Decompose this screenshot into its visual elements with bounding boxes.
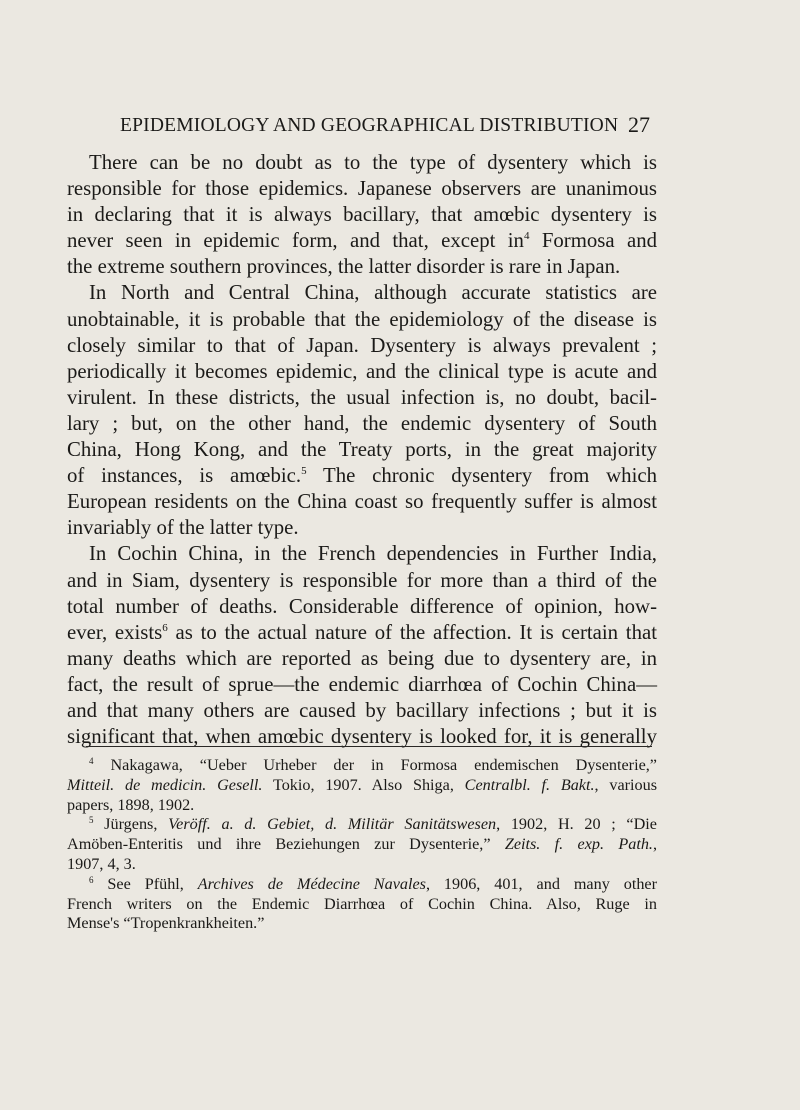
page-number: 27: [628, 112, 650, 137]
text-line: invariably of the latter type.: [67, 516, 299, 540]
body-text: [67, 150, 657, 750]
text-line: and in Siam, dysentery is responsible for more than a third of the: [67, 568, 657, 592]
footnote-4: [67, 756, 657, 776]
text-line: [67, 620, 657, 646]
citation-title: Zeits. f. exp. Path.: [504, 835, 653, 854]
text-line: significant that, when amœbic dysentery is looked for, it is generally: [67, 725, 657, 749]
text-line: lary ; but, on the other hand, the endemic dysentery of South: [67, 411, 657, 435]
text-line: and that many others are caused by bacillary infections ; but it is: [67, 698, 657, 722]
text-line: responsible for those epidemics. Japanese observers are unanimous: [67, 177, 657, 201]
text-span: of instances, is amœbic.: [67, 464, 302, 488]
text-line: In Cochin China, in the French dependencies in Further India,: [89, 542, 657, 566]
citation-title: Mitteil. de medicin. Gesell.: [67, 775, 263, 794]
footnote-text: See Pfühl,: [93, 874, 198, 893]
footnote-text: ,: [652, 835, 658, 854]
footnote-line: [67, 835, 657, 855]
text-line: periodically it becomes epidemic, and the clinical type is acute and: [67, 359, 657, 383]
footnote-text: , various: [594, 775, 658, 794]
footnote-ref-5: 5: [301, 465, 307, 478]
footnote-text: Tokio, 1907. Also Shiga,: [262, 775, 465, 794]
footnote-mark: 5: [89, 815, 94, 826]
running-title: EPIDEMIOLOGY AND GEOGRAPHICAL DISTRIBUTION: [120, 115, 619, 136]
text-line: total number of deaths. Considerable difference of opinion, how-: [67, 594, 657, 618]
footnotes: [67, 756, 657, 934]
text-line: fact, the result of sprue—the endemic diarrhœa of Cochin China—: [67, 672, 657, 696]
text-span: as to the actual nature of the affection. It is certain that: [167, 620, 657, 644]
footnote-line: papers, 1898, 1902.: [67, 795, 195, 814]
footnote-text: Nakagawa, “Ueber Urheber der in Formosa endemischen Dysenterie,”: [93, 756, 657, 774]
footnote-line: [67, 776, 657, 796]
footnote-mark: 6: [89, 874, 94, 885]
text-span: never seen in epidemic form, and that, except in: [67, 229, 524, 253]
footnote-line: French writers on the Endemic Diarrhœa of Cochin China. Also, Ruge in: [67, 894, 657, 913]
footnote-text: , 1902, H. 20 ; “Die: [496, 815, 657, 834]
footnote-text: , 1906, 401, and many other: [425, 874, 657, 893]
text-span: The chronic dysentery from which: [306, 464, 657, 488]
text-span: Formosa and: [529, 229, 658, 253]
footnote-mark: 4: [89, 756, 94, 766]
text-line: virulent. In these districts, the usual infection is, no doubt, bacil-: [67, 385, 657, 409]
citation-title: Veröff. a. d. Gebiet, d. Militär Sanitätswesen: [168, 815, 497, 834]
footnote-ref-6: 6: [162, 621, 168, 634]
citation-title: Archives de Médecine Navales: [197, 874, 426, 893]
footnote-5: [67, 815, 657, 835]
text-line: many deaths which are reported as being due to dysentery are, in: [67, 646, 657, 670]
text-line: [67, 463, 657, 489]
text-line: In North and Central China, although accurate statistics are: [89, 281, 657, 305]
text-line: [67, 228, 657, 254]
text-line: unobtainable, it is probable that the epidemiology of the disease is: [67, 307, 657, 331]
text-line: China, Hong Kong, and the Treaty ports, in the great majority: [67, 438, 657, 462]
footnote-text: Amöben-Enteritis und ihre Beziehungen zur Dysenterie,”: [67, 835, 505, 854]
footnote-divider: [86, 746, 652, 747]
footnote-line: 1907, 4, 3.: [67, 854, 136, 873]
footnote-ref-4: 4: [523, 230, 530, 243]
footnote-6: [67, 875, 657, 895]
citation-title: Centralbl. f. Bakt.: [464, 775, 595, 794]
text-line: There can be no doubt as to the type of dysentery which is: [89, 151, 657, 174]
text-line: in declaring that it is always bacillary, that amœbic dysentery is: [67, 203, 657, 227]
text-line: European residents on the China coast so frequently suffer is almost: [67, 490, 657, 514]
footnote-text: Jürgens,: [93, 815, 169, 834]
text-line: closely similar to that of Japan. Dysentery is always prevalent ;: [67, 333, 657, 357]
text-line: the extreme southern provinces, the latter disorder is rare in Japan.: [67, 255, 621, 279]
footnote-line: Mense's “Tropenkrankheiten.”: [67, 914, 265, 933]
text-span: ever, exists: [67, 620, 163, 644]
